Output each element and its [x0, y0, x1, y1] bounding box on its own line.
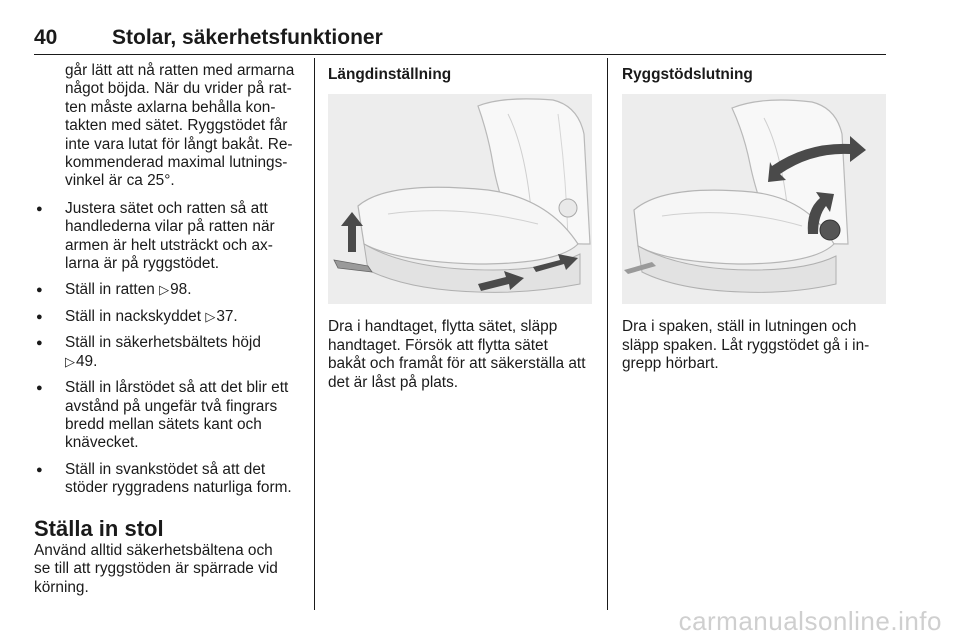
text-line: se till att ryggstöden är spärrade vid [34, 560, 278, 578]
text-line: Dra i spaken, ställ in lutningen och [622, 318, 857, 336]
figure-caption-recline [622, 318, 890, 373]
triangle-right-icon: ▷ [205, 308, 216, 324]
text-line: larna är på ryggstödet. [65, 255, 219, 273]
watermark: carmanualsonline.info [678, 606, 942, 636]
text-line: släpp spaken. Låt ryggstödet gå i in- [622, 336, 870, 354]
text-line: Dra i handtaget, flytta sätet, släpp [328, 318, 558, 336]
column-right [622, 62, 890, 374]
seat-length-adjustment-illustration [328, 94, 592, 304]
text-line: takten med sätet. Ryggstödet får [65, 117, 288, 135]
page-ref-number: 49. [76, 352, 98, 370]
list-item [34, 379, 304, 453]
column-divider-2 [607, 58, 608, 610]
section-paragraph [34, 542, 304, 597]
page-ref-number: 98. [170, 281, 192, 299]
subsection-heading-recline: Ryggstödslutning [622, 66, 753, 83]
text-line: körning. [34, 578, 89, 596]
page-header [34, 22, 886, 55]
list-item [34, 200, 304, 274]
text-line: stöder ryggradens naturliga form. [65, 479, 292, 497]
text-line: ten måste axlarna behålla kon- [65, 98, 276, 116]
text-line: vinkel är ca 25°. [65, 172, 175, 190]
list-item [34, 308, 304, 326]
text-line: Ställ in svankstödet så att det [65, 460, 266, 478]
text-line: Använd alltid säkerhetsbältena och [34, 541, 273, 559]
text-line: armen är helt utsträckt och ax- [65, 236, 273, 254]
column-left [34, 62, 304, 597]
text-line: Ställ in nackskyddet [65, 307, 202, 325]
list-item [34, 334, 304, 371]
text-line: Ställ in säkerhetsbältets höjd [65, 334, 261, 352]
text-line: Ställ in ratten [65, 281, 155, 299]
column-middle [328, 62, 596, 392]
page-reference-link[interactable] [159, 281, 191, 298]
page-reference-link[interactable] [205, 308, 237, 325]
text-line: det är låst på plats. [328, 373, 459, 391]
triangle-right-icon: ▷ [159, 282, 170, 298]
page-title: Stolar, säkerhetsfunktioner [112, 26, 383, 49]
column-divider-1 [314, 58, 315, 610]
text-line: bredd mellan sätets kant och [65, 415, 262, 433]
list-item [34, 281, 304, 299]
text-line: bakåt och framåt för att säkerställa att [328, 355, 586, 373]
text-line: handtaget. Försök att flytta sätet [328, 336, 548, 354]
page-ref-number: 37. [216, 307, 238, 325]
intro-paragraph [65, 62, 304, 191]
text-line: grepp hörbart. [622, 355, 719, 373]
subsection-heading-length: Längdinställning [328, 66, 452, 83]
text-line: kommenderad maximal lutnings- [65, 154, 288, 172]
text-line: något böjda. När du vrider på rat- [65, 80, 292, 98]
text-line: knävecket. [65, 434, 139, 452]
section-heading: Ställa in stol [34, 515, 164, 541]
text-line: Justera sätet och ratten så att [65, 199, 268, 217]
text-line: inte vara lutat för långt bakåt. Re- [65, 135, 293, 153]
instruction-list [34, 200, 304, 498]
text-line: går lätt att nå ratten med armarna [65, 62, 295, 79]
page-number: 40 [34, 26, 58, 49]
seat-recline-illustration [622, 94, 886, 304]
triangle-right-icon: ▷ [65, 353, 75, 369]
list-item [34, 461, 304, 498]
page-reference-link[interactable] [65, 353, 97, 370]
text-line: Ställ in lårstödet så att det blir ett [65, 379, 289, 397]
figure-caption-length [328, 318, 596, 392]
text-line: handlederna vilar på ratten när [65, 218, 275, 236]
text-line: avstånd på ungefär två fingrars [65, 397, 278, 415]
